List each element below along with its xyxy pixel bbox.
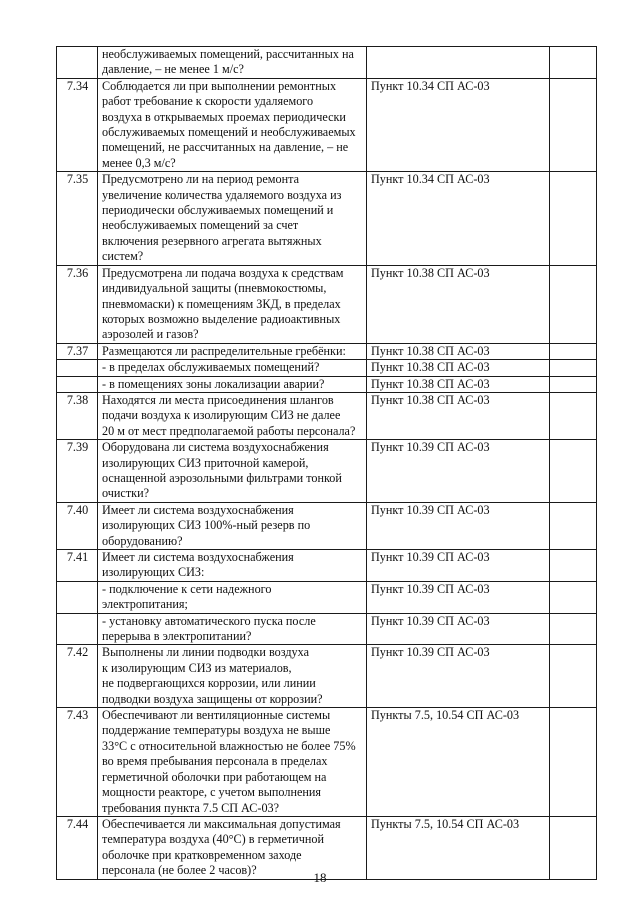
item-number: 7.41 bbox=[57, 550, 98, 582]
reference-cell: Пункт 10.38 СП АС-03 bbox=[367, 343, 550, 359]
item-number bbox=[57, 581, 98, 613]
reference-cell: Пункты 7.5, 10.54 СП АС-03 bbox=[367, 708, 550, 817]
question-line: электропитания; bbox=[102, 597, 188, 612]
table-row bbox=[57, 47, 597, 79]
question-line: изолирующих СИЗ: bbox=[102, 565, 205, 580]
question-line: оснащенной аэрозольными фильтрами тонкой bbox=[102, 470, 342, 485]
reference-cell bbox=[367, 47, 550, 79]
question-cell bbox=[98, 392, 367, 439]
item-number bbox=[57, 360, 98, 376]
reference-cell: Пункт 10.38 СП АС-03 bbox=[367, 376, 550, 392]
question-cell bbox=[98, 502, 367, 549]
question-line: систем? bbox=[102, 249, 144, 264]
reference-cell: Пункт 10.34 СП АС-03 bbox=[367, 172, 550, 265]
question-line: очистки? bbox=[102, 486, 150, 501]
question-line: - подключение к сети надежного bbox=[102, 581, 272, 596]
question-line: которых возможно выделение радиоактивных bbox=[102, 311, 341, 326]
table-row bbox=[57, 78, 597, 171]
item-number bbox=[57, 613, 98, 645]
question-line: необслуживаемых помещений за счет bbox=[102, 218, 299, 233]
question-cell bbox=[98, 360, 367, 376]
checklist-table bbox=[56, 46, 597, 880]
item-number: 7.39 bbox=[57, 440, 98, 503]
blank-cell bbox=[550, 392, 597, 439]
question-cell bbox=[98, 440, 367, 503]
question-cell bbox=[98, 550, 367, 582]
blank-cell bbox=[550, 47, 597, 79]
question-line: - в помещениях зоны локализации аварии? bbox=[102, 376, 325, 391]
question-line: Соблюдается ли при выполнении ремонтных bbox=[102, 78, 337, 93]
blank-cell bbox=[550, 502, 597, 549]
item-number: 7.35 bbox=[57, 172, 98, 265]
question-line: температура воздуха (40°С) в герметичной bbox=[102, 832, 324, 847]
item-number bbox=[57, 376, 98, 392]
blank-cell bbox=[550, 172, 597, 265]
page-number: 18 bbox=[313, 870, 327, 885]
reference-cell: Пункт 10.39 СП АС-03 bbox=[367, 645, 550, 708]
checklist-body bbox=[57, 47, 597, 880]
question-cell bbox=[98, 343, 367, 359]
question-cell bbox=[98, 172, 367, 265]
blank-cell bbox=[550, 645, 597, 708]
blank-cell bbox=[550, 708, 597, 817]
question-line: персонала (не более 2 часов)? bbox=[102, 863, 257, 878]
question-line: работ требование к скорости удаляемого bbox=[102, 94, 314, 109]
question-line: Оборудована ли система воздухоснабжения bbox=[102, 440, 329, 455]
item-number: 7.36 bbox=[57, 265, 98, 343]
blank-cell bbox=[550, 265, 597, 343]
question-line: пневмомаски) к помещениям ЗКД, в пределах bbox=[102, 296, 341, 311]
question-line: воздуха в открываемых проемах периодически bbox=[102, 109, 346, 124]
question-cell bbox=[98, 613, 367, 645]
question-line: мощности реакторе, с учетом выполнения bbox=[102, 785, 322, 800]
blank-cell bbox=[550, 440, 597, 503]
question-line: к изолирующим СИЗ из материалов, bbox=[102, 660, 292, 675]
question-line: изолирующих СИЗ приточной камерой, bbox=[102, 455, 309, 470]
table-row bbox=[57, 376, 597, 392]
question-line: - установку автоматического пуска после bbox=[102, 613, 316, 628]
question-line: подачи воздуха к изолирующим СИЗ не далее bbox=[102, 408, 341, 423]
blank-cell bbox=[550, 613, 597, 645]
question-line: периодически обслуживаемых помещений и bbox=[102, 203, 334, 218]
question-cell bbox=[98, 265, 367, 343]
question-cell bbox=[98, 581, 367, 613]
question-line: помещений, не рассчитанных на давление, – не bbox=[102, 140, 349, 155]
table-row bbox=[57, 581, 597, 613]
question-line: Обеспечивают ли вентиляционные системы bbox=[102, 708, 331, 723]
question-line: оболочке при кратковременном заходе bbox=[102, 847, 302, 862]
reference-cell: Пункт 10.39 СП АС-03 bbox=[367, 550, 550, 582]
question-line: Имеет ли система воздухоснабжения bbox=[102, 550, 294, 564]
question-line: Предусмотрено ли на период ремонта bbox=[102, 172, 300, 187]
reference-cell: Пункт 10.39 СП АС-03 bbox=[367, 440, 550, 503]
question-line: герметичной оболочки при работающем на bbox=[102, 769, 327, 784]
item-number: 7.38 bbox=[57, 392, 98, 439]
question-line: требования пункта 7.5 СП АС-03? bbox=[102, 800, 280, 815]
blank-cell bbox=[550, 550, 597, 582]
item-number bbox=[57, 47, 98, 79]
question-cell bbox=[98, 78, 367, 171]
table-row bbox=[57, 440, 597, 503]
question-line: 33°С с относительной влажностью не более 75% bbox=[102, 738, 356, 753]
blank-cell bbox=[550, 360, 597, 376]
reference-cell: Пункт 10.39 СП АС-03 bbox=[367, 613, 550, 645]
table-row bbox=[57, 645, 597, 708]
reference-cell: Пункт 10.38 СП АС-03 bbox=[367, 392, 550, 439]
reference-cell: Пункт 10.38 СП АС-03 bbox=[367, 360, 550, 376]
question-line: менее 0,3 м/с? bbox=[102, 155, 176, 170]
question-line: аэрозолей и газов? bbox=[102, 327, 199, 342]
item-number: 7.44 bbox=[57, 816, 98, 879]
item-number: 7.40 bbox=[57, 502, 98, 549]
item-number: 7.37 bbox=[57, 343, 98, 359]
table-row bbox=[57, 550, 597, 582]
item-number: 7.43 bbox=[57, 708, 98, 817]
reference-cell: Пункт 10.34 СП АС-03 bbox=[367, 78, 550, 171]
question-line: перерыва в электропитании? bbox=[102, 629, 252, 644]
table-row bbox=[57, 343, 597, 359]
question-line: Предусмотрена ли подача воздуха к средствам bbox=[102, 265, 344, 280]
item-number: 7.42 bbox=[57, 645, 98, 708]
question-line: не подвергающихся коррозии, или линии bbox=[102, 676, 316, 691]
question-line: увеличение количества удаляемого воздуха из bbox=[102, 187, 342, 202]
item-number: 7.34 bbox=[57, 78, 98, 171]
question-cell bbox=[98, 47, 367, 79]
blank-cell bbox=[550, 376, 597, 392]
question-line: поддержание температуры воздуха не выше bbox=[102, 723, 331, 738]
question-line: включения резервного агрегата вытяжных bbox=[102, 233, 322, 248]
question-cell bbox=[98, 645, 367, 708]
blank-cell bbox=[550, 78, 597, 171]
table-row bbox=[57, 265, 597, 343]
reference-cell: Пункт 10.39 СП АС-03 bbox=[367, 502, 550, 549]
reference-cell: Пункты 7.5, 10.54 СП АС-03 bbox=[367, 816, 550, 879]
blank-cell bbox=[550, 581, 597, 613]
table-row bbox=[57, 172, 597, 265]
table-row bbox=[57, 502, 597, 549]
question-line: оборудованию? bbox=[102, 533, 183, 548]
question-cell bbox=[98, 376, 367, 392]
question-line: Выполнены ли линии подводки воздуха bbox=[102, 645, 309, 660]
question-line: Размещаются ли распределительные гребёнки: bbox=[102, 343, 346, 358]
question-line: - в пределах обслуживаемых помещений? bbox=[102, 360, 320, 375]
question-line: Имеет ли система воздухоснабжения bbox=[102, 502, 294, 517]
question-line: обслуживаемых помещений и необслуживаемых bbox=[102, 125, 356, 140]
question-line: подводки воздуха защищены от коррозии? bbox=[102, 691, 323, 706]
table-row bbox=[57, 360, 597, 376]
question-cell bbox=[98, 708, 367, 817]
question-line: во время пребывания персонала в пределах bbox=[102, 754, 328, 769]
reference-cell: Пункт 10.38 СП АС-03 bbox=[367, 265, 550, 343]
question-line: изолирующих СИЗ 100%-ный резерв по bbox=[102, 518, 311, 533]
question-line: Обеспечивается ли максимальная допустимая bbox=[102, 816, 341, 831]
question-line: необслуживаемых помещений, рассчитанных на bbox=[102, 47, 354, 61]
blank-cell bbox=[550, 343, 597, 359]
question-line: 20 м от мест предполагаемой работы персонала? bbox=[102, 423, 356, 438]
question-line: индивидуальной защиты (пневмокостюмы, bbox=[102, 281, 327, 296]
table-row bbox=[57, 708, 597, 817]
reference-cell: Пункт 10.39 СП АС-03 bbox=[367, 581, 550, 613]
table-row bbox=[57, 613, 597, 645]
table-row bbox=[57, 392, 597, 439]
question-line: Находятся ли места присоединения шлангов bbox=[102, 392, 334, 407]
question-line: давление, – не менее 1 м/с? bbox=[102, 62, 244, 77]
